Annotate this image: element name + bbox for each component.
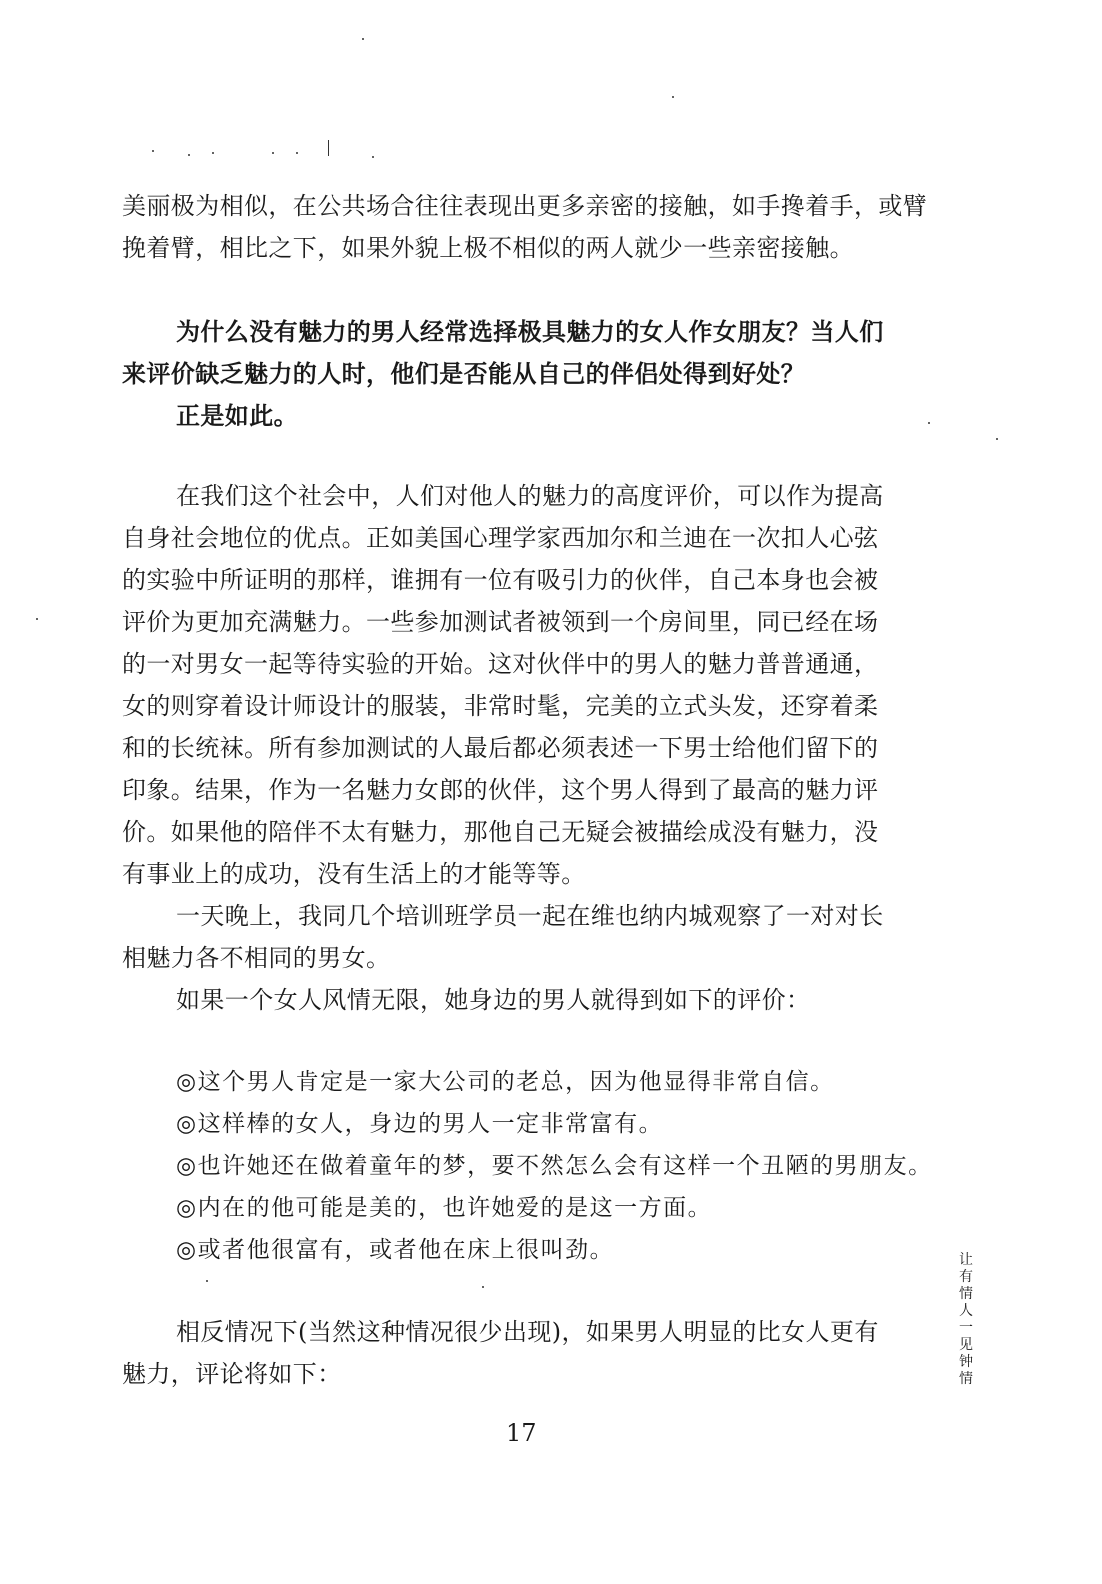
list-item: ◎这个男人肯定是一家大公司的老总，因为他显得非常自信。 [176, 1069, 835, 1095]
page-number: 17 [506, 1419, 537, 1447]
text-line: 自身社会地位的优点。正如美国心理学家西加尔和兰迪在一次扣人心弦 [122, 524, 879, 552]
scan-speck [212, 152, 214, 154]
list-item: ◎这样棒的女人，身边的男人一定非常富有。 [176, 1111, 664, 1137]
text-line: 女的则穿着设计师设计的服装，非常时髦，完美的立式头发，还穿着柔 [122, 692, 879, 720]
text-line: 在我们这个社会中，人们对他人的魅力的高度评价，可以作为提高 [176, 482, 884, 510]
scan-speck [996, 438, 998, 440]
scan-speck [372, 156, 374, 158]
scan-speck [272, 152, 274, 154]
side-running-title: 让有情人一见钟情 [959, 1252, 973, 1387]
text-line: 相反情况下(当然这种情况很少出现)，如果男人明显的比女人更有 [176, 1318, 879, 1346]
list-item: ◎也许她还在做着童年的梦，要不然怎么会有这样一个丑陋的男朋友。 [176, 1153, 933, 1179]
scan-speck [152, 150, 154, 152]
scan-speck [928, 422, 930, 424]
scan-mark [328, 140, 329, 156]
text-line: 有事业上的成功，没有生活上的才能等等。 [122, 860, 586, 888]
question-line: 来评价缺乏魅力的人时，他们是否能从自己的伴侣处得到好处？ [122, 359, 806, 388]
scan-speck [482, 1286, 484, 1288]
scan-speck [672, 96, 674, 98]
list-item: ◎内在的他可能是美的，也许她爱的是这一方面。 [176, 1195, 713, 1221]
text-line: 印象。结果，作为一名魅力女郎的伙伴，这个男人得到了最高的魅力评 [122, 776, 879, 804]
text-line: 一天晚上，我同几个培训班学员一起在维也纳内城观察了一对对长 [176, 902, 884, 930]
text-line: 的实验中所证明的那样，谁拥有一位有吸引力的伙伴，自己本身也会被 [122, 566, 879, 594]
scan-speck [296, 152, 298, 154]
question-line: 为什么没有魅力的男人经常选择极具魅力的女人作女朋友？当人们 [176, 317, 884, 346]
text-line: 美丽极为相似，在公共场合往往表现出更多亲密的接触，如手搀着手，或臂 [122, 192, 928, 220]
answer-line: 正是如此。 [176, 401, 298, 430]
text-line: 挽着臂，相比之下，如果外貌上极不相似的两人就少一些亲密接触。 [122, 234, 854, 262]
text-line: 和的长统袜。所有参加测试的人最后都必须表述一下男士给他们留下的 [122, 734, 879, 762]
text-line: 相魅力各不相同的男女。 [122, 944, 391, 972]
list-item: ◎或者他很富有，或者他在床上很叫劲。 [176, 1237, 615, 1263]
text-line: 价。如果他的陪伴不太有魅力，那他自己无疑会被描绘成没有魅力，没 [122, 818, 879, 846]
text-line: 的一对男女一起等待实验的开始。这对伙伴中的男人的魅力普普通通， [122, 650, 879, 678]
scan-speck [188, 154, 190, 156]
scan-speck [36, 618, 38, 620]
scan-speck [362, 38, 364, 40]
text-line: 如果一个女人风情无限，她身边的男人就得到如下的评价： [176, 986, 811, 1014]
text-line: 评价为更加充满魅力。一些参加测试者被领到一个房间里，同已经在场 [122, 608, 879, 636]
text-line: 魅力，评论将如下： [122, 1360, 342, 1388]
scan-speck [206, 1280, 208, 1282]
